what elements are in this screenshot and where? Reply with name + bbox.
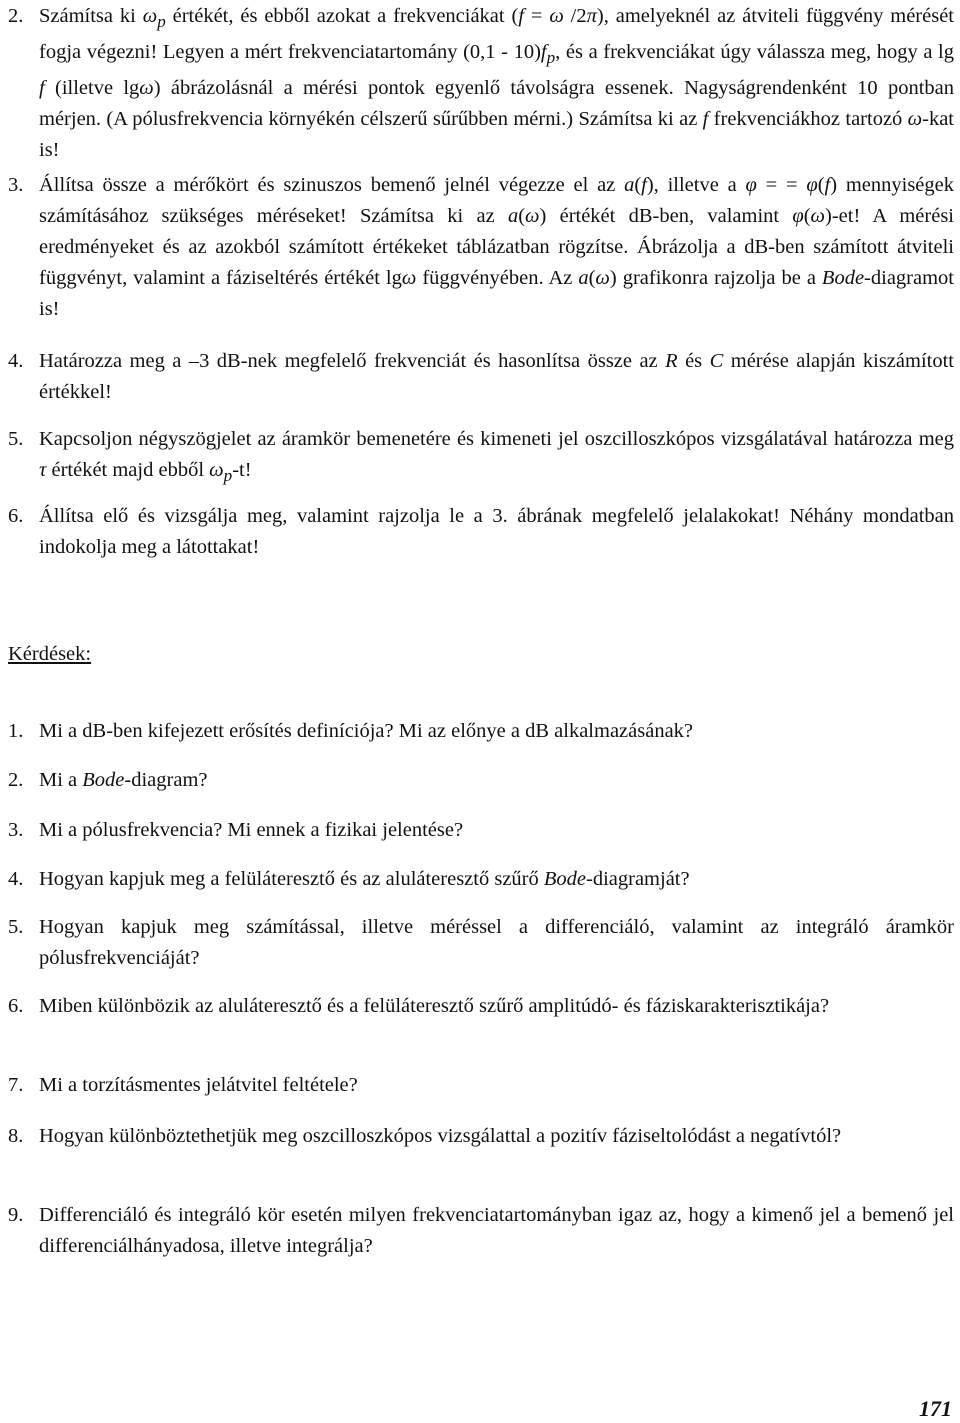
question-text: Hogyan kapjuk meg a felüláteresztő és az aluláteresztő szűrő Bode-diagramját? bbox=[39, 868, 690, 890]
question-text: Mi a torzításmentes jelátvitel feltétele? bbox=[39, 1074, 358, 1096]
exercise-number: 6. bbox=[8, 505, 24, 527]
question-text: Hogyan kapjuk meg számítással, illetve méréssel a differenciáló, valamint az integráló áramkör pólusfrekvenciáját? bbox=[39, 916, 954, 969]
question-text: Mi a Bode-diagram? bbox=[39, 769, 208, 791]
question-number: 2. bbox=[8, 769, 24, 791]
question-item-6 bbox=[8, 991, 954, 1022]
question-number: 6. bbox=[8, 995, 24, 1017]
question-number: 9. bbox=[8, 1204, 24, 1226]
exercise-text: Állítsa elő és vizsgálja meg, valamint rajzolja le a 3. ábrának megfelelő jelalakokat! Néhány mondatban indokolja meg a látottakat! bbox=[39, 505, 954, 558]
question-item-2 bbox=[8, 765, 954, 796]
question-item-8 bbox=[8, 1121, 954, 1152]
question-item-5 bbox=[8, 912, 954, 974]
exercise-item-5 bbox=[8, 424, 954, 491]
question-item-1 bbox=[8, 716, 954, 747]
exercise-text: Kapcsoljon négyszögjelet az áramkör bemenetére és kimeneti jel oszcilloszkópos vizsgálatával határozza meg τ értékét majd ebből $\omega_p-t$! bbox=[39, 428, 954, 486]
questions-heading: Kérdések: bbox=[8, 643, 92, 665]
question-text: Mi a pólusfrekvencia? Mi ennek a fizikai jelentése? bbox=[39, 819, 464, 841]
question-item-7 bbox=[8, 1070, 954, 1101]
question-item-4 bbox=[8, 864, 954, 895]
question-item-9 bbox=[8, 1200, 954, 1262]
question-text: Miben különbözik az aluláteresztő és a felüláteresztő szűrő amplitúdó- és fáziskarakterisztikája? bbox=[39, 995, 830, 1017]
exercise-number: 5. bbox=[8, 428, 24, 450]
question-number: 3. bbox=[8, 819, 24, 841]
question-text: Differenciáló és integráló kör esetén milyen frekvenciatartományban igaz az, hogy a kimenő jel a bemenő jel differenciálhányadosa, illetve integrálja? bbox=[39, 1204, 954, 1257]
exercise-number: 2. bbox=[8, 5, 24, 27]
question-text: Hogyan különböztethetjük meg oszcilloszkópos vizsgálattal a pozitív fáziseltolódást a negatívtól? bbox=[39, 1125, 842, 1147]
exercise-text: Határozza meg a –3 dB-nek megfelelő frekvenciát és hasonlítsa össze az R és C mérése alapján kiszámított értékkel! bbox=[39, 350, 954, 403]
question-number: 4. bbox=[8, 868, 24, 890]
exercise-number: 3. bbox=[8, 174, 24, 196]
question-number: 7. bbox=[8, 1074, 24, 1096]
question-item-3 bbox=[8, 815, 954, 846]
page-number: 171 bbox=[919, 1396, 952, 1421]
exercise-text: Számítsa ki $\omega_p$ értékét, és ebből azokat a frekvenciákat (f = ω /2π), amelyeknél az átviteli függvény mérését fogja végezni! Legyen a mért frekvenciatartomány $(0,1 - 10)f_p$, és a frekvenciákat úgy válassza meg, hogy a lg f (illetve lgω) ábrázolásnál a mérési pontok egyenlő távolságra essenek. Nagyságrendenként 10 pontban mérjen. (A pólusfrekvencia környékén célszerű sűrűbben mérni.) Számítsa ki az f frekvenciákhoz tartozó ω-kat is! bbox=[39, 5, 955, 162]
question-number: 8. bbox=[8, 1125, 24, 1147]
question-text: Mi a dB-ben kifejezett erősítés definíciója? Mi az előnye a dB alkalmazásának? bbox=[39, 720, 694, 742]
exercise-number: 4. bbox=[8, 350, 24, 372]
exercise-text: Állítsa össze a mérőkört és szinuszos bemenő jelnél végezze el az a(f), illetve a φ = = φ(f) mennyiségek számításához szükséges méréseket! Számítsa ki az a(ω) értékét dB-ben, valamint φ(ω)-et! A mérési eredményeket és az azokból számított értékeket táblázatban rögzítse. Ábrázolja a dB-ben számított átviteli függvényt, valamint a fáziseltérés értékét lgω függvényében. Az a(ω) grafikonra rajzolja be a Bode-diagramot is! bbox=[39, 174, 955, 320]
exercise-item-4 bbox=[8, 346, 954, 408]
question-number: 1. bbox=[8, 720, 24, 742]
exercise-item-2 bbox=[8, 1, 954, 166]
exercise-item-6 bbox=[8, 501, 954, 563]
question-number: 5. bbox=[8, 916, 24, 938]
exercise-item-3 bbox=[8, 170, 954, 325]
